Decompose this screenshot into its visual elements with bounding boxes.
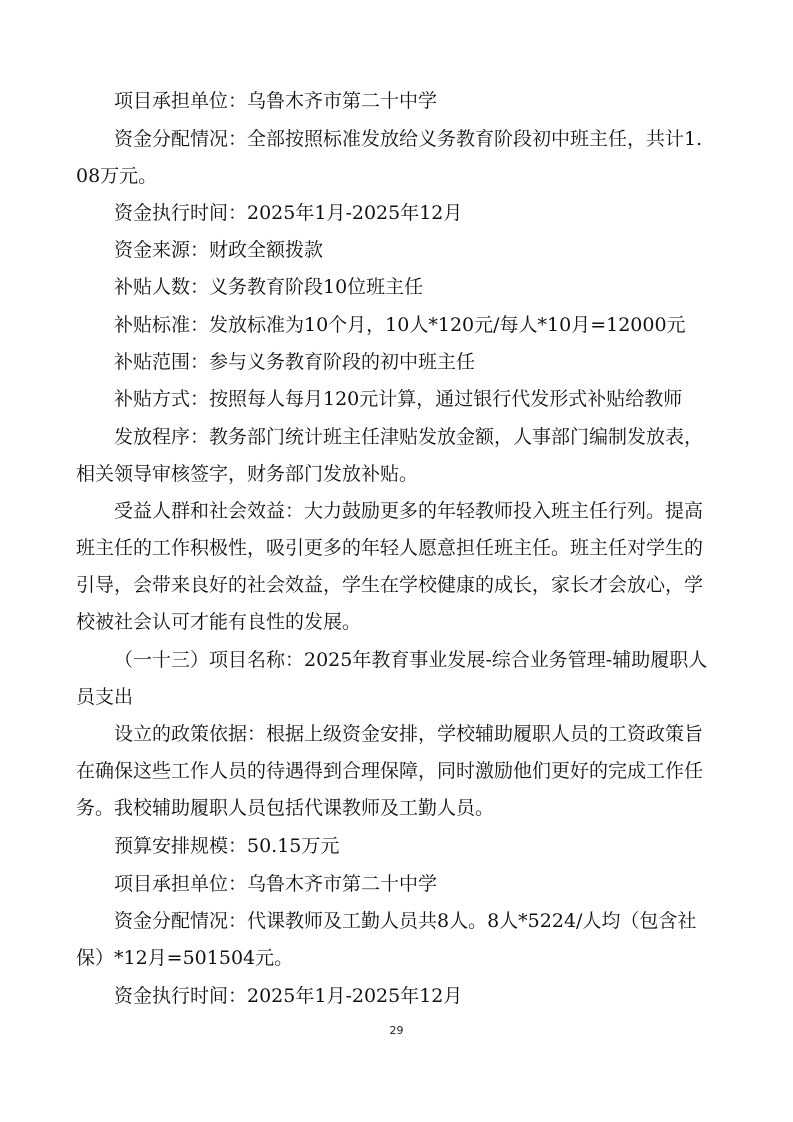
paragraph-subsidy-standard: 补贴标准：发放标准为10个月，10人*120元/每人*10月=12000元	[114, 314, 686, 336]
paragraph-subsidy-method: 补贴方式：按照每人每月120元计算，通过银行代发形式补贴给教师	[114, 388, 683, 410]
page-number: 29	[389, 1024, 404, 1037]
paragraph-execution-time-1: 资金执行时间：2025年1月-2025年12月	[114, 202, 463, 224]
section-heading-13: （一十三）项目名称：2025年教育事业发展-综合业务管理-辅助履职人员支出	[76, 649, 708, 708]
paragraph-subsidy-count: 补贴人数：义务教育阶段10位班主任	[114, 276, 424, 298]
paragraph-fund-allocation-2: 资金分配情况：代课教师及工勤人员共8人。8人*5224/人均（包含社保）*12月=501504元。	[76, 910, 697, 969]
paragraph-execution-time-2: 资金执行时间：2025年1月-2025年12月	[114, 985, 463, 1007]
paragraph-distribution-procedure: 发放程序：教务部门统计班主任津贴发放金额，人事部门编制发放表，相关领导审核签字，财务部门发放补贴。	[76, 426, 704, 485]
paragraph-fund-allocation-1: 资金分配情况：全部按照标准发放给义务教育阶段初中班主任，共计1.08万元。	[76, 128, 703, 187]
paragraph-budget-scale: 预算安排规模：50.15万元	[114, 835, 340, 857]
paragraph-policy-basis: 设立的政策依据：根据上级资金安排，学校辅助履职人员的工资政策旨在确保这些工作人员的待遇得到合理保障，同时激励他们更好的完成工作任务。我校辅助履职人员包括代课教师及工勤人员。	[76, 723, 704, 819]
paragraph-subsidy-scope: 补贴范围：参与义务教育阶段的初中班主任	[114, 351, 476, 373]
paragraph-fund-source: 资金来源：财政全额拨款	[114, 239, 324, 261]
paragraph-beneficiaries: 受益人群和社会效益：大力鼓励更多的年轻教师投入班主任行列。提高班主任的工作积极性，吸引更多的年轻人愿意担任班主任。班主任对学生的引导，会带来良好的社会效益，学生在学校健康的成长，家长才会放心，学校被社会认可才能有良性的发展。	[76, 500, 704, 633]
paragraph-undertaking-unit-2: 项目承担单位：乌鲁木齐市第二十中学	[114, 873, 438, 895]
paragraph-undertaking-unit-1: 项目承担单位：乌鲁木齐市第二十中学	[114, 90, 438, 112]
